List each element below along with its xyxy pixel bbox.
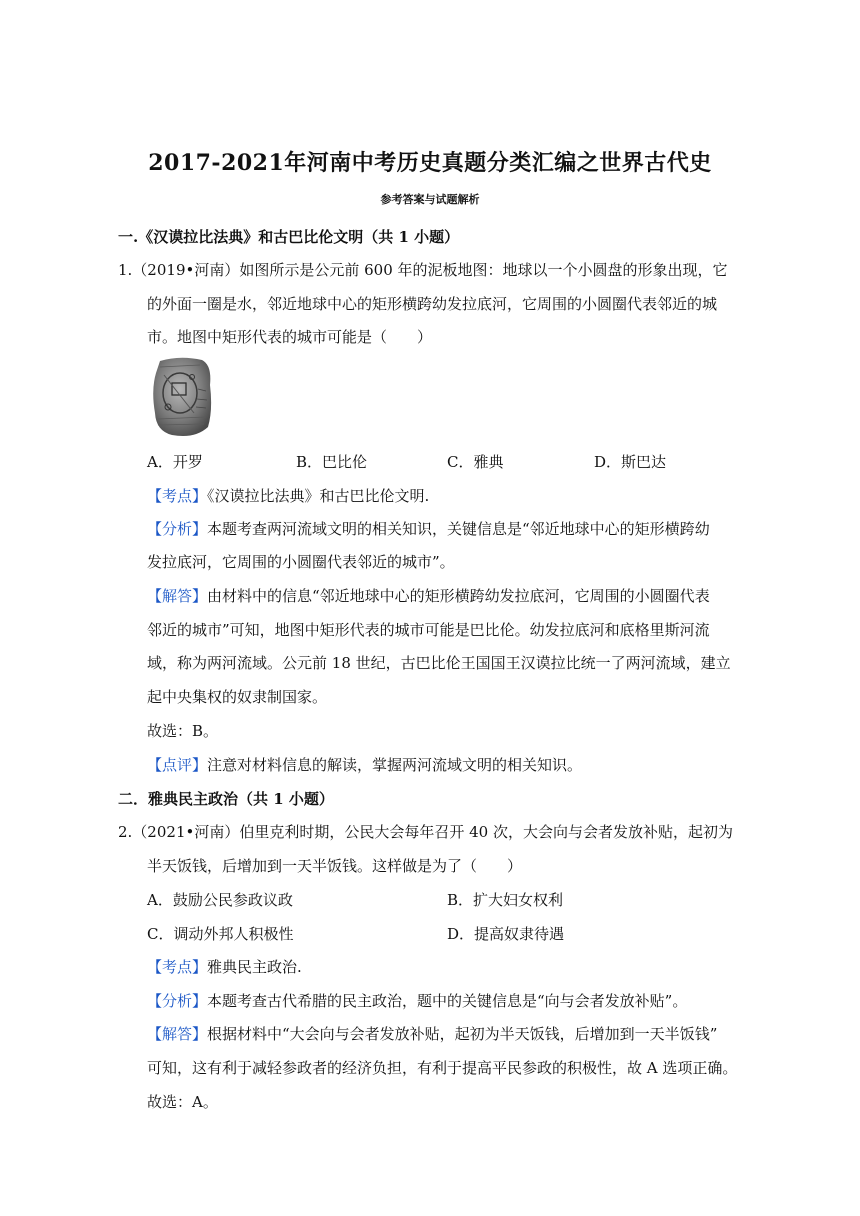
kaodian-tag: 【考点】 [147, 958, 208, 976]
clay-tablet-map-image [150, 355, 214, 439]
q1-kaodian [147, 485, 429, 506]
q2-jieda-line-1 [147, 1023, 717, 1044]
fenxi-text: 本题考查两河流域文明的相关知识，关键信息是“邻近地球中心的矩形横跨幼 [207, 520, 710, 538]
q1-stem-line-2: 的外面一圈是水，邻近地球中心的矩形横跨幼发拉底河，它周围的小圆圈代表邻近的城 [147, 295, 718, 313]
q2-stem-line-1: 2.（2021•河南）伯里克利时期，公民大会每年召开 40 次，大会向与会者发放补贴，起初为 [118, 823, 733, 841]
page-title: 2017-2021年河南中考历史真题分类汇编之世界古代史 [148, 150, 712, 176]
page-subtitle: 参考答案与试题解析 [380, 193, 480, 206]
q1-option-b: B．巴比伦 [296, 453, 368, 471]
q2-stem-line-2: 半天饭钱，后增加到一天半饭钱。这样做是为了（ ） [147, 857, 523, 875]
q2-option-c: C．调动外邦人积极性 [147, 925, 294, 943]
kaodian-text: 《汉谟拉比法典》和古巴比伦文明. [207, 487, 430, 505]
fenxi-tag: 【分析】 [147, 520, 208, 538]
q1-option-c: C．雅典 [447, 453, 504, 471]
fenxi-tag: 【分析】 [147, 992, 208, 1010]
q1-fenxi-line-1 [147, 518, 710, 539]
q2-fenxi [147, 990, 687, 1011]
q1-jieda-line-3: 域，称为两河流域。公元前 18 世纪，古巴比伦王国国王汉谟拉比统一了两河流域，建立 [147, 654, 731, 672]
fenxi-text: 本题考查古代希腊的民主政治，题中的关键信息是“向与会者发放补贴”。 [207, 992, 688, 1010]
q1-jieda-line-1 [147, 585, 710, 606]
q1-option-a: A．开罗 [147, 453, 203, 471]
q1-jieda-line-2: 邻近的城市”可知，地图中矩形代表的城市可能是巴比伦。幼发拉底河和底格里斯河流 [147, 621, 710, 639]
kaodian-tag: 【考点】 [147, 487, 208, 505]
q1-jieda-line-4: 起中央集权的奴隶制国家。 [147, 688, 328, 706]
q2-kaodian [147, 956, 302, 977]
q2-jieda-line-2: 可知，这有利于减轻参政者的经济负担，有利于提高平民参政的积极性，故 A 选项正确。 [147, 1059, 738, 1077]
q2-option-b: B．扩大妇女权利 [447, 891, 564, 909]
q1-fenxi-line-2: 发拉底河，它周围的小圆圈代表邻近的城市”。 [147, 553, 455, 571]
jieda-text: 根据材料中“大会向与会者发放补贴，起初为半天饭钱，后增加到一天半饭钱” [207, 1025, 718, 1043]
section-2-heading: 二．雅典民主政治（共 1 小题） [118, 790, 334, 808]
jieda-text: 由材料中的信息“邻近地球中心的矩形横跨幼发拉底河，它周围的小圆圈代表 [207, 587, 710, 605]
q1-stem-line-1: 1.（2019•河南）如图所示是公元前 600 年的泥板地图：地球以一个小圆盘的形象出现，它 [118, 261, 728, 279]
q1-option-d: D．斯巴达 [594, 453, 667, 471]
q2-answer: 故选：A。 [147, 1093, 218, 1111]
jieda-tag: 【解答】 [147, 1025, 208, 1043]
section-1-heading: 一.《汉谟拉比法典》和古巴比伦文明（共 1 小题） [118, 228, 460, 246]
jieda-tag: 【解答】 [147, 587, 208, 605]
q2-option-a: A．鼓励公民参政议政 [147, 891, 293, 909]
q1-dianping [147, 754, 582, 775]
q2-option-d: D．提高奴隶待遇 [447, 925, 565, 943]
q1-answer: 故选：B。 [147, 722, 219, 740]
dianping-tag: 【点评】 [147, 756, 208, 774]
dianping-text: 注意对材料信息的解读，掌握两河流域文明的相关知识。 [207, 756, 583, 774]
q1-stem-line-3: 市。地图中矩形代表的城市可能是（ ） [147, 328, 433, 346]
kaodian-text: 雅典民主政治. [207, 958, 302, 976]
